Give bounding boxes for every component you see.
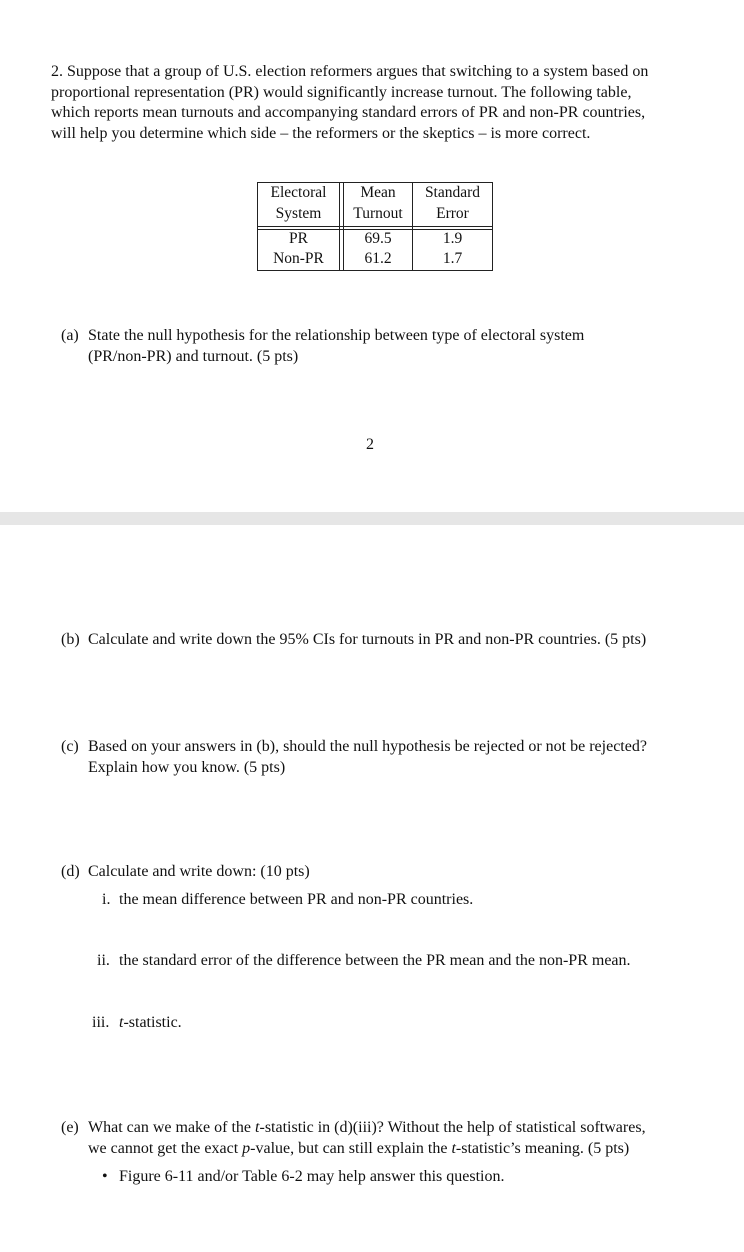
page-divider <box>0 512 744 525</box>
question-b-label: (b) <box>61 631 80 648</box>
question-d-iii-text: t-statistic. <box>119 1014 182 1031</box>
intro-line: which reports mean turnouts and accompanying standard errors of PR and non-PR countries, <box>51 104 646 121</box>
table-cell: 69.5 <box>364 230 392 247</box>
table-cell: 61.2 <box>364 250 392 267</box>
table-cell: 1.9 <box>442 230 463 247</box>
intro-line: will help you determine which side – the reformers or the skeptics – is more correct. <box>51 124 591 142</box>
question-2-intro <box>51 62 648 144</box>
question-d-ii-text: the standard error of the difference between the PR mean and the non-PR mean. <box>119 952 631 969</box>
question-d-i-label: i. <box>102 891 111 908</box>
intro-line: 2. Suppose that a group of U.S. election reformers argues that switching to a system based on <box>51 63 649 80</box>
header-electoral-system: Electoral System <box>270 184 327 222</box>
question-d-text: Calculate and write down: (10 pts) <box>88 863 310 880</box>
question-a-text: State the null hypothesis for the relationship between type of electoral system (PR/non-PR) and turnout. (5 pts) <box>88 327 585 365</box>
page-1 <box>0 0 744 512</box>
question-d-label: (d) <box>61 863 80 880</box>
question-e-text: What can we make of the t-statistic in (d)(iii)? Without the help of statistical softwares, we cannot get the exact p-value, but can still explain the t-statistic’s meaning. (5 pts) <box>88 1119 646 1157</box>
question-e-hint: • Figure 6-11 and/or Table 6-2 may help answer this question. <box>119 1167 504 1188</box>
question-c-label: (c) <box>61 738 79 755</box>
question-d-iii-label: iii. <box>92 1014 110 1031</box>
question-b-text: Calculate and write down the 95% CIs for turnouts in PR and non-PR countries. (5 pts) <box>88 631 647 648</box>
intro-line: proportional representation (PR) would significantly increase turnout. The following table, <box>51 83 632 101</box>
question-d-i-text: the mean difference between PR and non-PR countries. <box>119 891 474 908</box>
question-c-text: Based on your answers in (b), should the null hypothesis be rejected or not be rejected? Explain how you know. (5 pts) <box>88 738 647 776</box>
page-number: 2 <box>366 436 374 453</box>
header-standard-error: Standard Error <box>424 184 481 222</box>
question-e-label: (e) <box>61 1119 79 1136</box>
header-mean-turnout: Mean Turnout <box>353 184 403 222</box>
table-cell: 1.7 <box>442 250 463 267</box>
turnout-table <box>257 182 494 272</box>
table-cell: Non-PR <box>273 250 324 267</box>
question-a-label: (a) <box>61 327 79 344</box>
table-cell: PR <box>289 230 308 247</box>
question-d-ii-label: ii. <box>97 952 110 969</box>
